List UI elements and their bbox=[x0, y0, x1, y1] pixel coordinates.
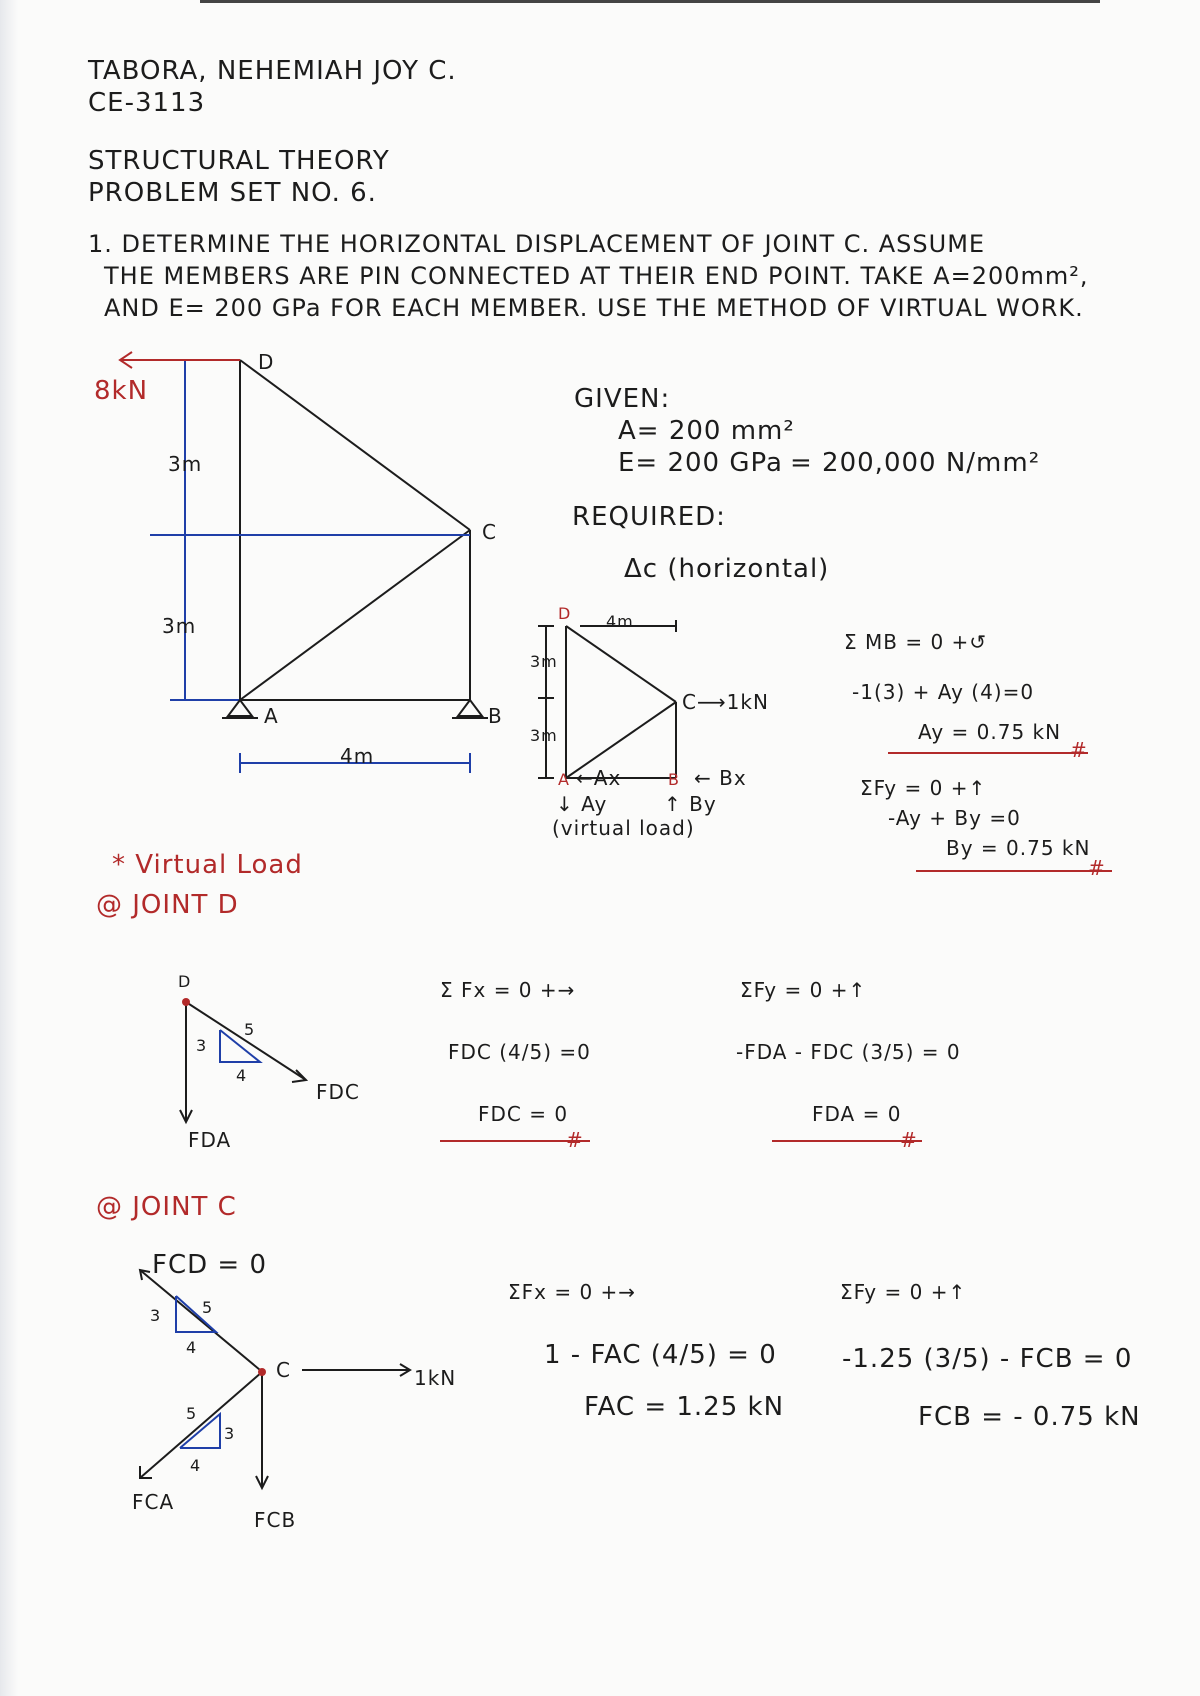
joint-d-heading: @ JOINT D bbox=[96, 890, 239, 920]
fbd-c-tri-dn-5: 5 bbox=[186, 1404, 198, 1423]
given-modulus: E= 200 GPa bbox=[618, 448, 783, 478]
joint-d-fy-hash: # bbox=[900, 1128, 918, 1152]
reaction-eq-1: Σ MB = 0 +↺ bbox=[844, 630, 988, 654]
joint-c-fy-eq-1: ΣFy = 0 +↑ bbox=[840, 1280, 967, 1304]
joint-d-fx-eq-2: FDC (4/5) =0 bbox=[448, 1040, 591, 1064]
fbd-d-tri-3: 3 bbox=[196, 1036, 208, 1055]
virtual-load-label: C⟶1kN bbox=[682, 690, 769, 714]
fbd-c-tri-dn-4: 4 bbox=[190, 1456, 202, 1475]
fbd-c-fcd: FCD = 0 bbox=[152, 1250, 267, 1280]
virtual-joint-a: A bbox=[558, 770, 570, 789]
fbd-d-tri-5: 5 bbox=[244, 1020, 256, 1039]
fbd-c-label: C bbox=[276, 1358, 291, 1382]
dim-top-label: 3m bbox=[168, 452, 203, 476]
fbd-d-tri-4: 4 bbox=[236, 1066, 248, 1085]
virtual-load-heading: * Virtual Load bbox=[112, 850, 303, 880]
fbd-c-fcb: FCB bbox=[254, 1508, 297, 1532]
virtual-ax: ←Ax bbox=[576, 766, 622, 790]
problem-line-2: THE MEMBERS ARE PIN CONNECTED AT THEIR END POINT. TAKE A=200mm², bbox=[104, 262, 1089, 290]
fbd-c-fca: FCA bbox=[132, 1490, 175, 1514]
reaction-eq-5: -Ay + By =0 bbox=[888, 806, 1021, 830]
virtual-ay: ↓ Ay bbox=[556, 792, 608, 816]
joint-d-fx-eq-3: FDC = 0 bbox=[478, 1102, 569, 1126]
virtual-span: 4m bbox=[606, 612, 634, 631]
fbd-c-tri-up-3: 3 bbox=[150, 1306, 162, 1325]
fbd-d-fdc: FDC bbox=[316, 1080, 360, 1104]
reaction-eq-3: Ay = 0.75 kN bbox=[918, 720, 1062, 744]
fbd-c-load: 1kN bbox=[414, 1366, 457, 1390]
joint-d-label: D bbox=[258, 350, 275, 374]
fbd-d-label: D bbox=[178, 972, 192, 991]
joint-c-fx-eq-1: ΣFx = 0 +→ bbox=[508, 1280, 637, 1304]
virtual-joint-b: B bbox=[668, 770, 680, 789]
joint-d-fy-eq-1: ΣFy = 0 +↑ bbox=[740, 978, 867, 1002]
joint-c-fx-eq-2: 1 - FAC (4/5) = 0 bbox=[544, 1340, 777, 1370]
joint-c-fy-eq-2: -1.25 (3/5) - FCB = 0 bbox=[842, 1344, 1133, 1374]
joint-a-label: A bbox=[264, 704, 279, 728]
given-heading: GIVEN: bbox=[574, 384, 671, 414]
student-section: CE-3113 bbox=[88, 88, 206, 118]
virtual-by: ↑ By bbox=[664, 792, 717, 816]
joint-b-label: B bbox=[488, 704, 503, 728]
fbd-c-tri-dn-3: 3 bbox=[224, 1424, 236, 1443]
required-heading: REQUIRED: bbox=[572, 502, 726, 532]
joint-d-fy-eq-3: FDA = 0 bbox=[812, 1102, 902, 1126]
joint-c-fx-eq-3: FAC = 1.25 kN bbox=[584, 1392, 785, 1422]
virtual-h2: 3m bbox=[530, 726, 558, 745]
joint-d-fy-eq-2: -FDA - FDC (3/5) = 0 bbox=[736, 1040, 961, 1064]
reaction-eq-6: By = 0.75 kN bbox=[946, 836, 1091, 860]
joint-c-fy-eq-3: FCB = - 0.75 kN bbox=[918, 1402, 1141, 1432]
load-8kn-label: 8kN bbox=[94, 376, 149, 406]
virtual-load-caption: (virtual load) bbox=[552, 816, 695, 840]
joint-c-heading: @ JOINT C bbox=[96, 1192, 237, 1222]
problem-set-title: PROBLEM SET NO. 6. bbox=[88, 178, 377, 208]
joint-d-fx-hash: # bbox=[566, 1128, 584, 1152]
reaction-eq-4: ΣFy = 0 +↑ bbox=[860, 776, 987, 800]
virtual-h1: 3m bbox=[530, 652, 558, 671]
fbd-c-tri-up-5: 5 bbox=[202, 1298, 214, 1317]
joint-c-label: C bbox=[482, 520, 497, 544]
dim-bottom-label: 3m bbox=[162, 614, 197, 638]
problem-line-3: AND E= 200 GPa FOR EACH MEMBER. USE THE METHOD OF VIRTUAL WORK. bbox=[104, 294, 1084, 322]
fbd-d-fda: FDA bbox=[188, 1128, 232, 1152]
problem-line-1: 1. DETERMINE THE HORIZONTAL DISPLACEMENT OF JOINT C. ASSUME bbox=[88, 230, 986, 258]
given-area: A= 200 mm² bbox=[618, 416, 795, 446]
fbd-c-tri-up-4: 4 bbox=[186, 1338, 198, 1357]
dim-span-label: 4m bbox=[340, 744, 375, 768]
required-value: Δc (horizontal) bbox=[624, 554, 830, 584]
reaction-hash-1: # bbox=[1070, 738, 1088, 762]
course-title: STRUCTURAL THEORY bbox=[88, 146, 390, 176]
virtual-joint-d: D bbox=[558, 604, 572, 623]
given-modulus-converted: = 200,000 N/mm² bbox=[790, 448, 1041, 478]
student-name: TABORA, NEHEMIAH JOY C. bbox=[88, 56, 457, 86]
reaction-eq-2: -1(3) + Ay (4)=0 bbox=[852, 680, 1035, 704]
joint-d-fx-eq-1: Σ Fx = 0 +→ bbox=[440, 978, 576, 1002]
reaction-hash-2: # bbox=[1088, 856, 1106, 880]
virtual-bx: ← Bx bbox=[694, 766, 747, 790]
